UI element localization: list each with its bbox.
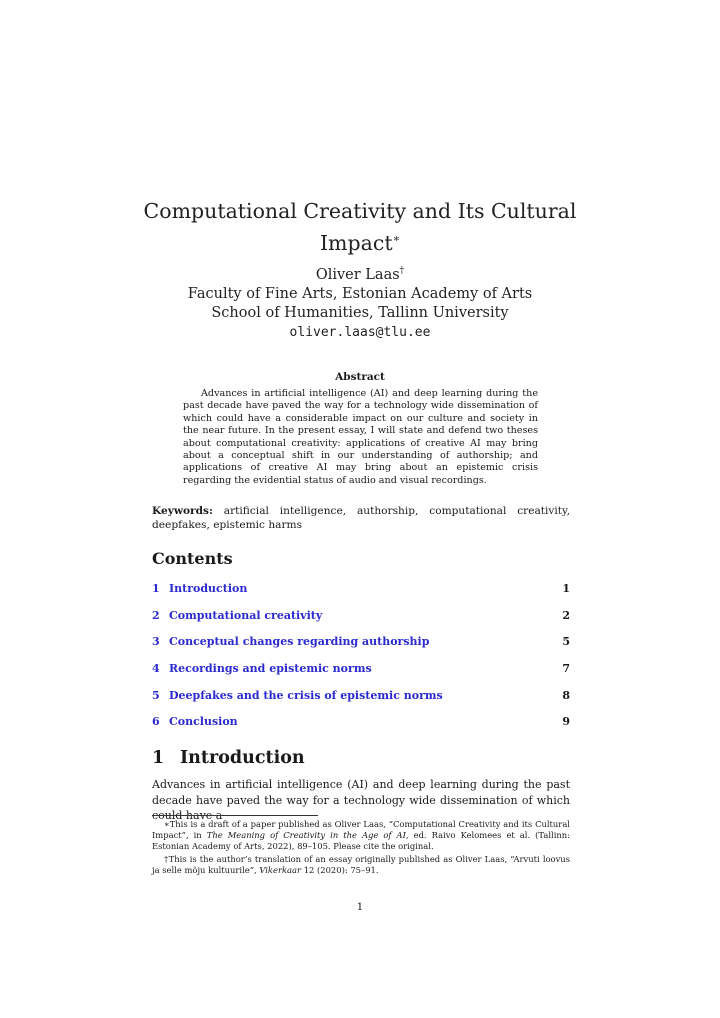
section-body-text: Advances in artificial intelligence (AI) and deep learning during the past decade have paved the way for a technology wide dissemination of which could have a <box>152 778 570 822</box>
toc-entry-page: 7 <box>562 662 570 676</box>
footnotes <box>152 819 570 877</box>
toc-entry-link[interactable]: Computational creativity <box>169 608 323 622</box>
section-heading <box>152 748 305 768</box>
page-number: 1 <box>356 901 364 913</box>
title-line-1: Computational Creativity and Its Cultural <box>143 199 577 223</box>
keywords <box>152 504 570 532</box>
affiliation-2: School of Humanities, Tallinn University <box>211 304 509 321</box>
contents-heading: Contents <box>152 549 233 568</box>
keywords-label: Keywords: <box>152 505 213 517</box>
author-email: oliver.laas@tlu.ee <box>289 324 431 340</box>
toc-entry-number: 6 <box>152 715 160 729</box>
footnote-2-journal: Vikerkaar <box>259 864 302 875</box>
toc-entry[interactable] <box>152 605 570 632</box>
keywords-text: artificial intelligence, authorship, computational creativity, deepfakes, epistemic harms <box>152 505 570 531</box>
footnote-1-pre: ∗This is a draft of a paper published as Oliver Laas, “Computational Creativity and its Cultural Impact”, in <box>152 819 570 841</box>
toc-entry-page: 2 <box>562 608 570 622</box>
author-name: Oliver Laas <box>315 266 400 283</box>
toc-entry-page: 1 <box>562 582 570 595</box>
toc-entry[interactable] <box>152 631 570 658</box>
toc-entry[interactable] <box>152 658 570 685</box>
toc-entry[interactable] <box>152 711 570 738</box>
toc-entry-link[interactable]: Introduction <box>169 582 248 595</box>
author-block <box>0 262 720 342</box>
paper-title <box>0 198 720 257</box>
table-of-contents <box>152 578 570 738</box>
footnote-1-book: The Meaning of Creativity in the Age of AI <box>206 830 406 841</box>
abstract-heading: Abstract <box>335 371 385 383</box>
title-footnote-mark: ∗ <box>392 232 401 245</box>
footnote-1 <box>152 819 570 853</box>
toc-entry-number: 4 <box>152 662 160 676</box>
footnote-2 <box>152 854 570 876</box>
toc-entry-link[interactable]: Conceptual changes regarding authorship <box>169 635 430 649</box>
toc-entry-link[interactable]: Deepfakes and the crisis of epistemic norms <box>169 688 443 702</box>
affiliation-1: Faculty of Fine Arts, Estonian Academy of Arts <box>187 285 533 302</box>
section-title: Introduction <box>180 748 305 768</box>
footnote-divider <box>152 815 318 816</box>
toc-entry[interactable] <box>152 685 570 712</box>
title-line-2 <box>0 225 720 257</box>
footnote-2-pre: †This is the author’s translation of an essay originally published as Oliver Laas, “Arvuti loovus ja selle mõju kultuurile”, <box>152 853 570 875</box>
footnote-1-post: , ed. Raivo Kelomees et al. (Tallinn: Estonian Academy of Arts, 2022), 89–105. Please cite the original. <box>152 830 570 852</box>
section-number: 1 <box>152 748 165 768</box>
abstract-text: Advances in artificial intelligence (AI) and deep learning during the past decade have paved the way for a technology wide dissemination of which could have a considerable impact on our culture and society in the near future. In the present essay, I will state and defend two theses about computational creativity: applications of creative AI may bring about a conceptual shift in our understanding of authorship; and applications of creative AI may bring about an epistemic crisis regarding the evidential status of audio and visual recordings. <box>183 388 538 486</box>
toc-entry-number: 2 <box>152 608 160 622</box>
footnote-2-post: 12 (2020): 75–91. <box>301 864 379 875</box>
toc-entry-link[interactable]: Conclusion <box>169 715 238 729</box>
toc-entry-link[interactable]: Recordings and epistemic norms <box>169 662 372 676</box>
toc-entry-number: 5 <box>152 688 160 702</box>
toc-entry-page: 8 <box>562 688 570 702</box>
author-name-line <box>0 262 720 285</box>
author-footnote-mark: † <box>399 266 405 276</box>
toc-entry-number: 3 <box>152 635 160 649</box>
toc-entry-page: 5 <box>562 635 570 649</box>
toc-entry-number: 1 <box>152 582 160 595</box>
toc-entry-page: 9 <box>562 715 570 729</box>
toc-entry[interactable] <box>152 578 570 605</box>
title-line-2-text: Impact <box>319 230 393 255</box>
